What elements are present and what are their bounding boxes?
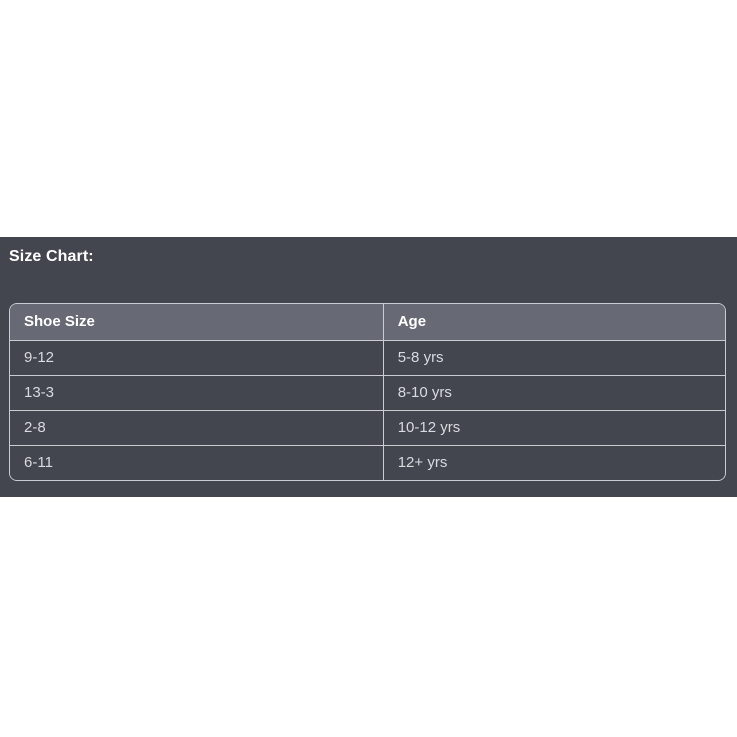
size-chart-table [10,304,725,480]
size-chart-table-wrapper [9,303,726,481]
table-cell: 8-10 yrs [383,375,725,410]
table-cell: 5-8 yrs [383,340,725,375]
table-cell: 2-8 [10,410,383,445]
table-cell: 9-12 [10,340,383,375]
table-cell: 12+ yrs [383,445,725,480]
table-row [10,375,725,410]
size-chart-panel [0,237,737,497]
table-cell: 6-11 [10,445,383,480]
table-cell: 10-12 yrs [383,410,725,445]
table-cell: 13-3 [10,375,383,410]
table-header-row [10,304,725,340]
page-title: Size Chart: [9,248,94,265]
table-row [10,410,725,445]
table-row [10,340,725,375]
column-header-shoe-size: Shoe Size [10,304,383,340]
column-header-age: Age [383,304,725,340]
size-table-body [10,340,725,480]
table-row [10,445,725,480]
